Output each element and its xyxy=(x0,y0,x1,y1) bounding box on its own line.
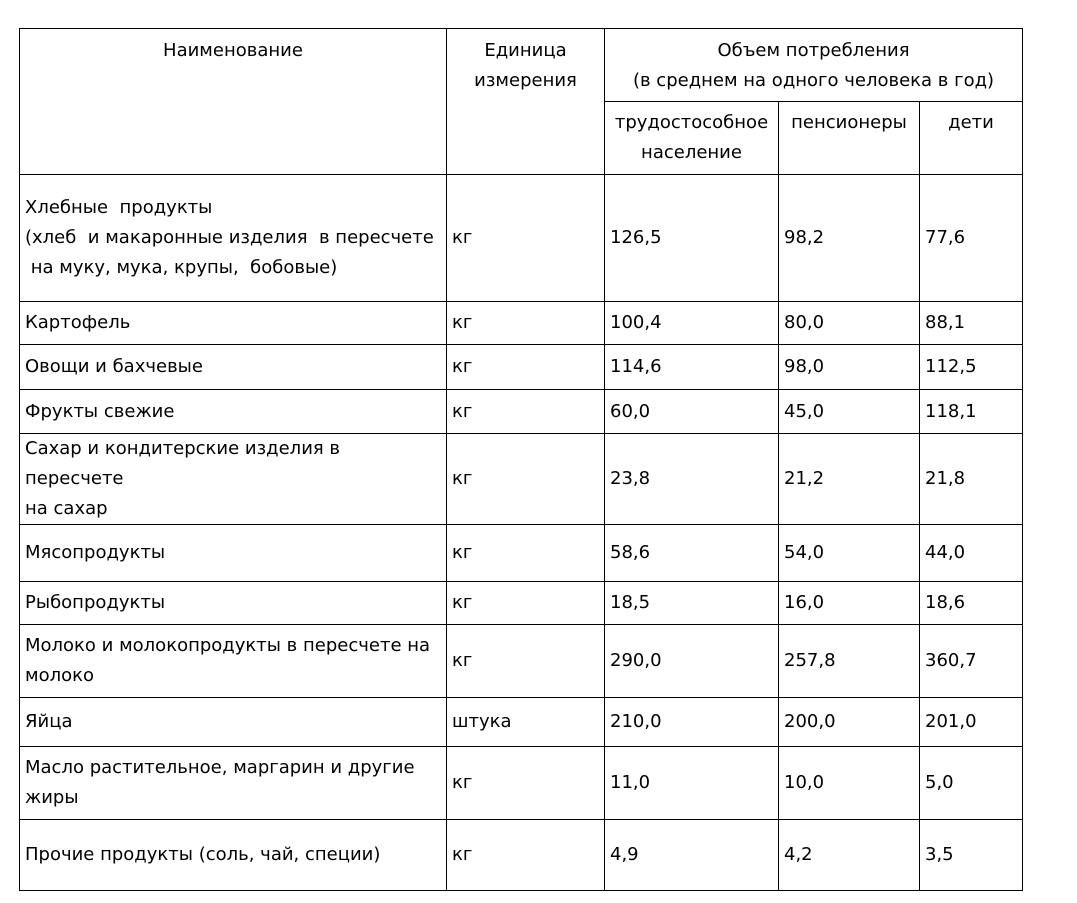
cell-working xyxy=(605,582,779,625)
cell-working xyxy=(605,525,779,582)
table-row xyxy=(20,698,1023,747)
cell-working xyxy=(605,698,779,747)
cell-children xyxy=(920,820,1023,891)
cell-children xyxy=(920,434,1023,525)
consumption-table xyxy=(19,28,1023,891)
header-group-children-label: дети xyxy=(948,112,994,133)
table-row xyxy=(20,175,1023,302)
cell-pensioners xyxy=(779,525,920,582)
cell-children-text: 5,0 xyxy=(925,772,954,793)
cell-pensioners xyxy=(779,582,920,625)
cell-working-text: 23,8 xyxy=(610,468,651,489)
cell-children xyxy=(920,747,1023,820)
cell-unit xyxy=(447,302,605,345)
cell-children-text: 18,6 xyxy=(925,592,966,613)
cell-working xyxy=(605,747,779,820)
header-group-working-label: трудостособное население xyxy=(614,112,774,163)
cell-children-text: 3,5 xyxy=(925,844,954,865)
cell-unit xyxy=(447,625,605,698)
header-name xyxy=(20,29,447,175)
cell-working-text: 210,0 xyxy=(610,711,662,732)
cell-unit-text: кг xyxy=(452,844,473,865)
cell-name-text: Картофель xyxy=(25,312,131,333)
cell-children-text: 44,0 xyxy=(925,542,966,563)
cell-name-text: Овощи и бахчевые xyxy=(25,356,203,377)
cell-working xyxy=(605,820,779,891)
cell-pensioners xyxy=(779,390,920,434)
cell-unit-text: кг xyxy=(452,542,473,563)
cell-unit-text: кг xyxy=(452,400,473,422)
header-group-working xyxy=(605,102,779,175)
cell-working xyxy=(605,434,779,525)
cell-working xyxy=(605,302,779,345)
table-row xyxy=(20,820,1023,891)
cell-pensioners xyxy=(779,434,920,525)
cell-children xyxy=(920,390,1023,434)
header-group-children xyxy=(920,102,1023,175)
cell-name xyxy=(20,434,447,525)
cell-name xyxy=(20,625,447,698)
header-volume-label: Объем потребления (в среднем на одного человека в год) xyxy=(632,40,995,91)
cell-name-text: Сахар и кондитерские изделия в пересчете на сахар xyxy=(25,438,341,519)
table-row xyxy=(20,582,1023,625)
cell-pensioners-text: 200,0 xyxy=(784,711,836,732)
cell-unit xyxy=(447,820,605,891)
cell-name-text: Масло растительное, маргарин и другие жиры xyxy=(25,757,415,808)
table-row xyxy=(20,625,1023,698)
cell-children-text: 360,7 xyxy=(925,650,977,671)
cell-pensioners-text: 257,8 xyxy=(784,650,836,671)
cell-name-text: Рыбопродукты xyxy=(25,592,166,613)
cell-pensioners-text: 54,0 xyxy=(784,542,825,563)
cell-pensioners xyxy=(779,820,920,891)
cell-unit-text: кг xyxy=(452,356,473,377)
cell-unit xyxy=(447,582,605,625)
cell-working-text: 100,4 xyxy=(610,312,662,333)
cell-name xyxy=(20,820,447,891)
cell-working-text: 4,9 xyxy=(610,844,639,865)
header-volume xyxy=(605,29,1023,102)
cell-children xyxy=(920,302,1023,345)
cell-children-text: 77,6 xyxy=(925,227,966,248)
cell-name xyxy=(20,175,447,302)
cell-unit xyxy=(447,345,605,390)
cell-pensioners-text: 98,2 xyxy=(784,227,825,248)
cell-children-text: 88,1 xyxy=(925,312,966,333)
header-group-pensioners xyxy=(779,102,920,175)
cell-name xyxy=(20,345,447,390)
header-unit xyxy=(447,29,605,175)
cell-name-text: Яйца xyxy=(25,711,73,732)
header-group-pensioners-label: пенсионеры xyxy=(791,112,907,133)
cell-unit xyxy=(447,434,605,525)
table-row xyxy=(20,434,1023,525)
header-unit-label: Единица измерения xyxy=(474,40,577,91)
cell-name-text: Фрукты свежие xyxy=(25,400,175,422)
cell-children-text: 21,8 xyxy=(925,468,966,489)
cell-children-text: 112,5 xyxy=(925,356,977,377)
cell-unit-text: кг xyxy=(452,650,473,671)
cell-unit xyxy=(447,390,605,434)
cell-unit xyxy=(447,747,605,820)
cell-children xyxy=(920,175,1023,302)
cell-pensioners xyxy=(779,175,920,302)
cell-unit-text: кг xyxy=(452,592,473,613)
cell-working xyxy=(605,345,779,390)
cell-pensioners-text: 45,0 xyxy=(784,400,825,422)
header-row xyxy=(20,29,1023,102)
cell-name-text: Прочие продукты (соль, чай, специи) xyxy=(25,844,381,865)
cell-pensioners-text: 21,2 xyxy=(784,468,825,489)
cell-unit-text: штука xyxy=(452,711,512,732)
cell-unit-text: кг xyxy=(452,312,473,333)
table-row xyxy=(20,302,1023,345)
cell-unit xyxy=(447,698,605,747)
cell-pensioners-text: 80,0 xyxy=(784,312,825,333)
cell-name xyxy=(20,525,447,582)
cell-unit-text: кг xyxy=(452,468,473,489)
cell-name xyxy=(20,390,447,434)
cell-pensioners-text: 4,2 xyxy=(784,844,813,865)
cell-name-text: Мясопродукты xyxy=(25,542,166,563)
cell-working-text: 114,6 xyxy=(610,356,662,377)
table-header xyxy=(20,29,1023,175)
cell-working-text: 126,5 xyxy=(610,227,662,248)
cell-unit xyxy=(447,525,605,582)
cell-children xyxy=(920,525,1023,582)
cell-working-text: 18,5 xyxy=(610,592,651,613)
cell-pensioners xyxy=(779,747,920,820)
table-row xyxy=(20,525,1023,582)
cell-name xyxy=(20,698,447,747)
cell-name-text: Хлебные продукты (хлеб и макаронные изделия в пересчете на муку, мука, крупы, бобовые) xyxy=(25,197,434,278)
cell-pensioners xyxy=(779,698,920,747)
table-body xyxy=(20,175,1023,891)
cell-name-text: Молоко и молокопродукты в пересчете на молоко xyxy=(25,635,431,686)
header-name-label: Наименование xyxy=(163,40,303,61)
cell-working xyxy=(605,390,779,434)
cell-children xyxy=(920,345,1023,390)
cell-working-text: 58,6 xyxy=(610,542,651,563)
cell-pensioners xyxy=(779,345,920,390)
cell-children xyxy=(920,625,1023,698)
cell-children-text: 201,0 xyxy=(925,711,977,732)
cell-working xyxy=(605,175,779,302)
cell-children xyxy=(920,582,1023,625)
table-row xyxy=(20,345,1023,390)
cell-name xyxy=(20,747,447,820)
cell-unit-text: кг xyxy=(452,772,473,793)
cell-name xyxy=(20,302,447,345)
cell-working-text: 60,0 xyxy=(610,400,651,422)
cell-children-text: 118,1 xyxy=(925,400,977,422)
cell-pensioners-text: 10,0 xyxy=(784,772,825,793)
cell-name xyxy=(20,582,447,625)
table-row xyxy=(20,390,1023,434)
cell-unit xyxy=(447,175,605,302)
cell-pensioners xyxy=(779,625,920,698)
cell-working-text: 290,0 xyxy=(610,650,662,671)
cell-pensioners-text: 98,0 xyxy=(784,356,825,377)
cell-pensioners xyxy=(779,302,920,345)
cell-working xyxy=(605,625,779,698)
cell-working-text: 11,0 xyxy=(610,772,651,793)
cell-pensioners-text: 16,0 xyxy=(784,592,825,613)
table-row xyxy=(20,747,1023,820)
cell-children xyxy=(920,698,1023,747)
cell-unit-text: кг xyxy=(452,227,473,248)
